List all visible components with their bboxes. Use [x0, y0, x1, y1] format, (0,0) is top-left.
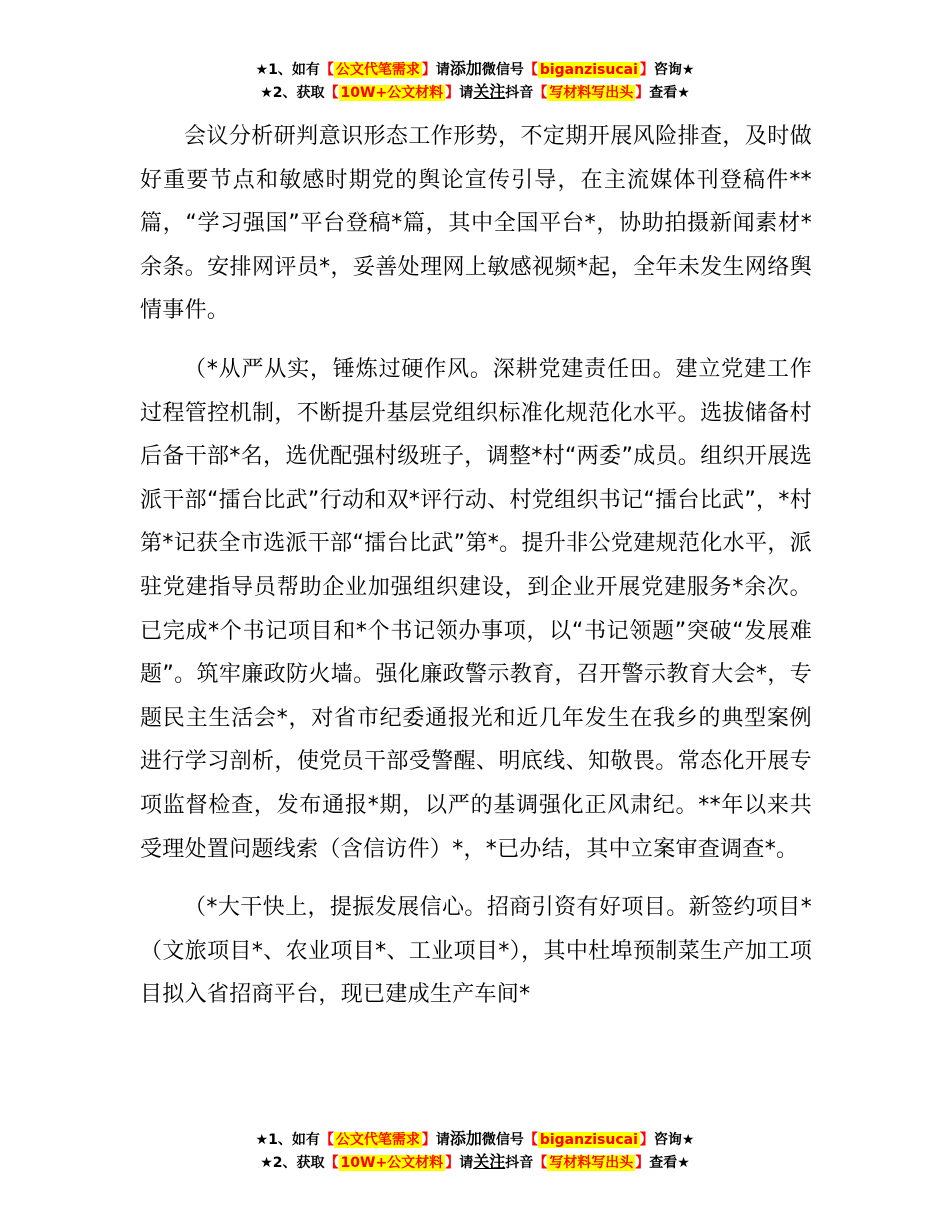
- banner-text: 查看★: [649, 85, 690, 101]
- banner-text: 咨询★: [653, 1132, 695, 1148]
- banner-highlight: 10W+公文材料: [340, 1155, 444, 1171]
- banner-line-2: [0, 1151, 950, 1174]
- bracket: 【: [523, 1132, 538, 1148]
- bracket: 】: [635, 85, 650, 101]
- paragraph: （*从严从实，锤炼过硬作风。深耕党建责任田。建立党建工作过程管控机制，不断提升基层党组织标准化规范化水平。选拔储备村后备干部*名，选优配强村级班子，调整*村“两委”成员。组织开展选派干部“擂台比武”行动和双*评行动、村党组织书记“擂台比武”，*村第*记获全市选派干部“擂台比武”第*。提升非公党建规范化水平，派驻党建指导员帮助企业加强组织建设，到企业开展党建服务*余次。已完成*个书记项目和*个书记领办事项，以“书记领题”突破“发展难题”。筑牢廉政防火墙。强化廉政警示教育，召开警示教育大会*，专题民主生活会*，对省市纪委通报光和近几年发生在我乡的典型案例进行学习剖析，使党员干部受警醒、明底线、知敬畏。常态化开展专项监督检查，发布通报*期，以严的基调强化正风肃纪。**年以来共受理处置问题线索（含信访件）*，*已办结，其中立案审查调查*。: [140, 356, 812, 862]
- bracket: 】: [445, 1155, 460, 1171]
- bracket: 】: [639, 62, 654, 78]
- footer-banner: [0, 1128, 950, 1174]
- banner-text: 请: [459, 85, 474, 101]
- bracket: 【: [324, 1155, 339, 1171]
- paragraph: 会议分析研判意识形态工作形势，不定期开展风险排查，及时做好重要节点和敏感时期党的舆论宣传引导，在主流媒体刊登稿件**篇，“学习强国”平台登稿*篇，其中全国平台*，协助拍摄新闻素材*余条。安排网评员*，妥善处理网上敏感视频*起，全年未发生网络舆情事件。: [140, 124, 812, 324]
- banner-emphasis: 添加: [449, 1129, 482, 1148]
- banner-text: 请: [435, 1132, 450, 1148]
- banner-text: ★2、获取: [260, 1155, 325, 1171]
- bracket: 【: [523, 62, 538, 78]
- bracket: 】: [445, 85, 460, 101]
- douyin-id: 写材料写出头: [549, 85, 634, 101]
- bracket: 】: [635, 1155, 650, 1171]
- banner-text: ★2、获取: [260, 85, 325, 101]
- banner-emphasis: 关注: [473, 1152, 506, 1171]
- banner-highlight: 公文代笔需求: [335, 62, 420, 78]
- bracket: 【: [324, 85, 339, 101]
- banner-text: 请: [459, 1155, 474, 1171]
- bracket: 【: [319, 62, 334, 78]
- bracket: 【: [533, 85, 548, 101]
- douyin-id: 写材料写出头: [549, 1155, 634, 1171]
- header-banner: [0, 58, 950, 104]
- bracket: 】: [639, 1132, 654, 1148]
- banner-emphasis: 添加: [449, 59, 482, 78]
- banner-line-2: [0, 81, 950, 104]
- banner-highlight: 10W+公文材料: [340, 85, 444, 101]
- wechat-id: biganzisucai: [539, 1132, 638, 1148]
- banner-text: 抖音: [505, 85, 534, 101]
- banner-highlight: 公文代笔需求: [335, 1132, 420, 1148]
- document-body: [140, 115, 812, 1017]
- wechat-id: biganzisucai: [539, 62, 638, 78]
- banner-line-1: [0, 58, 950, 81]
- bracket: 【: [533, 1155, 548, 1171]
- bracket: 】: [421, 1132, 436, 1148]
- banner-text: 咨询★: [653, 62, 695, 78]
- paragraph: （*大干快上，提振发展信心。招商引资有好项目。新签约项目*（文旅项目*、农业项目*、工业项目*），其中杜埠预制菜生产加工项目拟入省招商平台，现已建成生产车间*: [140, 895, 812, 1008]
- banner-text: 查看★: [649, 1155, 690, 1171]
- banner-line-1: [0, 1128, 950, 1151]
- banner-emphasis: 关注: [473, 82, 506, 101]
- bracket: 】: [421, 62, 436, 78]
- banner-text: ★1、如有: [255, 1132, 320, 1148]
- banner-text: ★1、如有: [255, 62, 320, 78]
- banner-text: 请: [435, 62, 450, 78]
- banner-text: 抖音: [505, 1155, 534, 1171]
- banner-text: 微信号: [481, 1132, 524, 1148]
- bracket: 【: [319, 1132, 334, 1148]
- banner-text: 微信号: [481, 62, 524, 78]
